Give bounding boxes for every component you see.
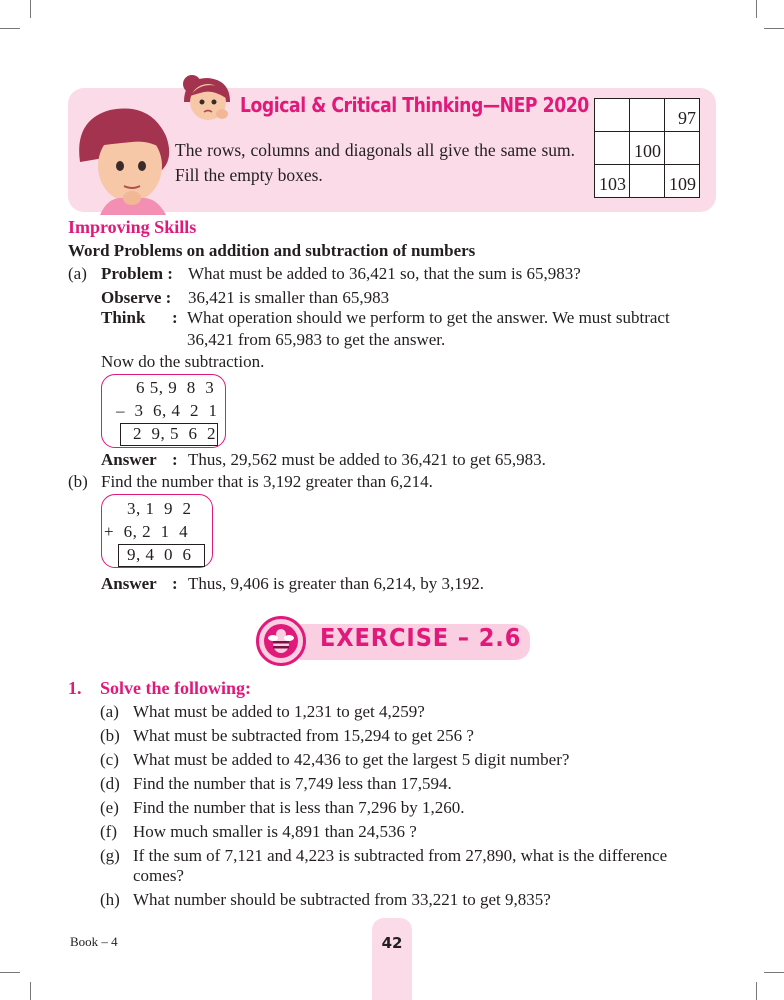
think-text: What operation should we perform to get the answer. We must subtract bbox=[187, 308, 670, 327]
think-text-continued: 36,421 from 65,983 to get the answer. bbox=[187, 330, 446, 349]
crop-mark bbox=[764, 28, 784, 29]
question-item-text: What must be added to 1,231 to get 4,259? bbox=[133, 702, 425, 721]
answer-text: Thus, 9,406 is greater than 6,214, by 3,192. bbox=[188, 574, 485, 593]
thinking-girl-illustration bbox=[178, 72, 234, 124]
question-item-text: Find the number that is 7,749 less than 17,594. bbox=[133, 774, 452, 793]
addition-result: 9, 4 0 6 bbox=[127, 545, 192, 564]
magic-square-cell: 97 bbox=[665, 99, 700, 132]
question-title: Solve the following: bbox=[100, 678, 251, 698]
subtraction-row: – 3 6, 4 2 1 bbox=[116, 401, 218, 420]
crop-mark bbox=[0, 972, 20, 973]
magic-square-grid bbox=[594, 98, 700, 198]
question-item-label: (a) bbox=[100, 702, 119, 721]
subtraction-row: 6 5, 9 8 3 bbox=[136, 378, 215, 397]
magic-square-cell: 100 bbox=[630, 132, 665, 165]
question-item-label: (d) bbox=[100, 774, 120, 793]
addition-row: + 6, 2 1 4 bbox=[104, 522, 189, 541]
crop-mark bbox=[30, 982, 31, 1000]
question-item-text: What must be added to 42,436 to get the largest 5 digit number? bbox=[133, 750, 570, 769]
question-item-label: (g) bbox=[100, 846, 120, 865]
crop-mark bbox=[756, 982, 757, 1000]
magic-square-cell: 109 bbox=[665, 165, 700, 198]
answer-colon: : bbox=[172, 450, 178, 469]
instruction-text: Now do the subtraction. bbox=[101, 352, 265, 371]
question-item-text: What number should be subtracted from 33,221 to get 9,835? bbox=[133, 890, 551, 909]
part-b-text: Find the number that is 3,192 greater than 6,214. bbox=[101, 472, 433, 491]
bee-icon bbox=[266, 626, 296, 656]
question-item-text: How much smaller is 4,891 than 24,536 ? bbox=[133, 822, 417, 841]
observe-text: 36,421 is smaller than 65,983 bbox=[188, 288, 390, 307]
subtraction-result: 2 9, 5 6 2 bbox=[133, 424, 216, 443]
question-item-text: If the sum of 7,121 and 4,223 is subtracted from 27,890, what is the difference bbox=[133, 846, 668, 865]
magic-square-cell bbox=[630, 99, 665, 132]
magic-square-cell bbox=[595, 132, 630, 165]
addition-row: 3, 1 9 2 bbox=[127, 499, 192, 518]
magic-square-cell bbox=[665, 132, 700, 165]
thinking-boy-illustration bbox=[70, 100, 180, 215]
magic-square-cell: 103 bbox=[595, 165, 630, 198]
nep-title: Logical & Critical Thinking—NEP 2020 bbox=[240, 93, 589, 117]
question-item-label: (e) bbox=[100, 798, 119, 817]
answer-label: Answer bbox=[101, 450, 157, 469]
question-item-label: (b) bbox=[100, 726, 120, 745]
think-colon: : bbox=[172, 308, 178, 327]
question-item-text: What must be subtracted from 15,294 to get 256 ? bbox=[133, 726, 474, 745]
problem-text: What must be added to 36,421 so, that the sum is 65,983? bbox=[188, 264, 581, 283]
page-number: 42 bbox=[381, 934, 403, 952]
question-item-label: (c) bbox=[100, 750, 119, 769]
problem-label: Problem : bbox=[101, 264, 173, 283]
section-heading: Improving Skills bbox=[68, 217, 197, 237]
crop-mark bbox=[756, 0, 757, 18]
magic-square-cell bbox=[595, 99, 630, 132]
answer-text: Thus, 29,562 must be added to 36,421 to get 65,983. bbox=[188, 450, 546, 469]
magic-square-cell bbox=[630, 165, 665, 198]
question-item-text-continued: comes? bbox=[133, 866, 184, 885]
answer-label: Answer bbox=[101, 574, 157, 593]
question-number: 1. bbox=[68, 678, 82, 698]
question-item-label: (f) bbox=[100, 822, 117, 841]
crop-mark bbox=[0, 28, 20, 29]
part-a-label: (a) bbox=[68, 264, 87, 283]
think-label: Think bbox=[101, 308, 146, 327]
question-item-label: (h) bbox=[100, 890, 120, 909]
answer-colon: : bbox=[172, 574, 178, 593]
nep-instructions: The rows, columns and diagonals all give the same sum. Fill the empty boxes. bbox=[175, 140, 575, 185]
exercise-title: EXERCISE – 2.6 bbox=[320, 623, 522, 652]
question-item-text: Find the number that is less than 7,296 by 1,260. bbox=[133, 798, 465, 817]
book-label: Book – 4 bbox=[70, 934, 118, 949]
crop-mark bbox=[764, 972, 784, 973]
subsection-heading: Word Problems on addition and subtraction of numbers bbox=[68, 241, 476, 260]
observe-label: Observe : bbox=[101, 288, 172, 307]
page-number-tab bbox=[372, 918, 412, 1000]
part-b-label: (b) bbox=[68, 472, 88, 491]
crop-mark bbox=[30, 0, 31, 18]
